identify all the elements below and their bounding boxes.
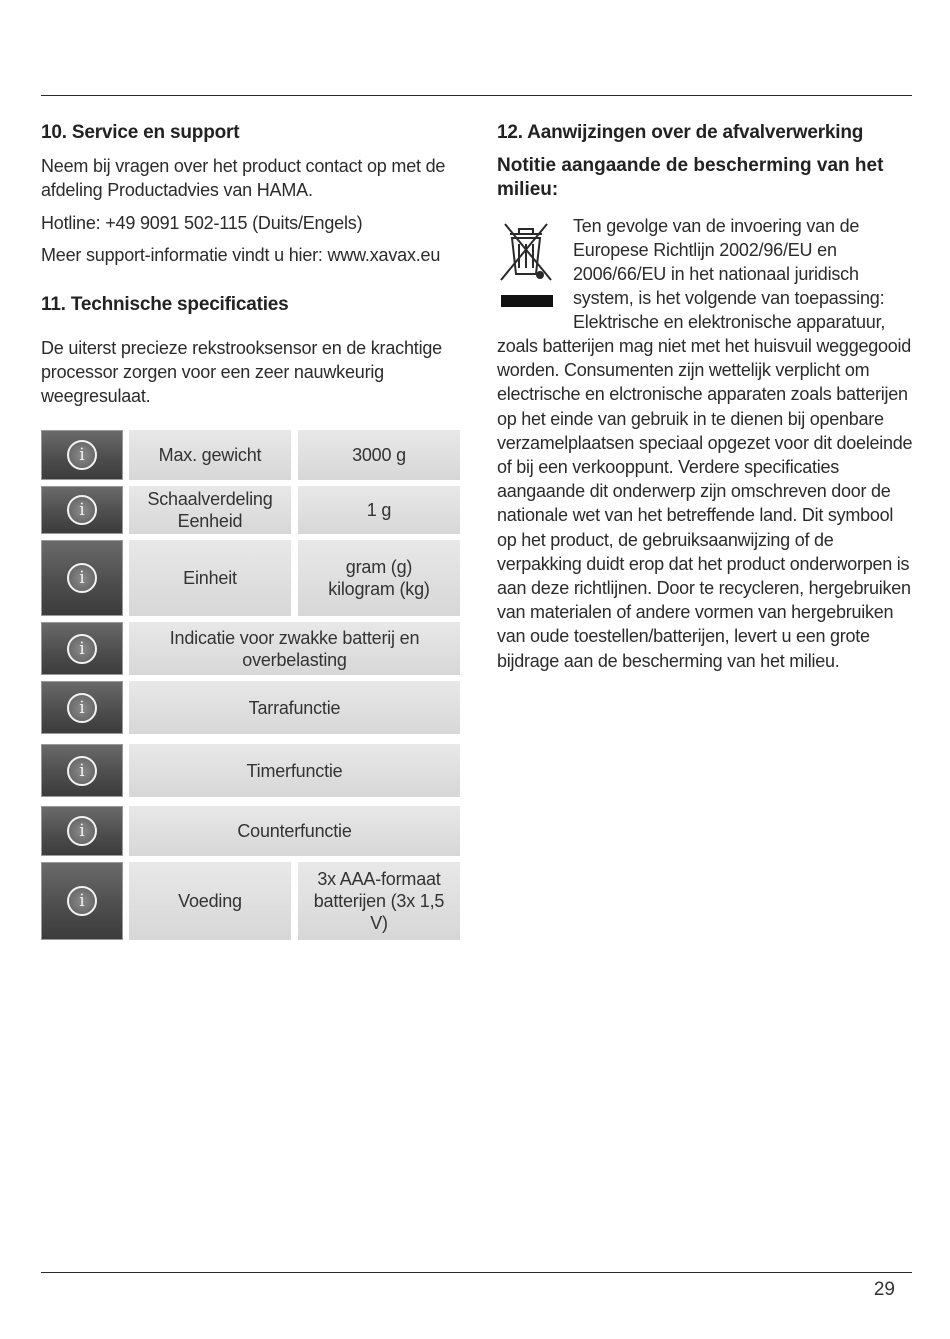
info-icon: i <box>67 816 97 846</box>
spec-value: 1 g <box>298 486 460 534</box>
spec-label: Einheit <box>129 540 291 616</box>
section-10-title: 10. Service en support <box>41 122 240 143</box>
info-icon-box <box>41 744 123 797</box>
info-icon-box <box>41 622 123 675</box>
page-number: 29 <box>873 1279 895 1300</box>
section-12-subtitle: Notitie aangaande de bescherming van het milieu: <box>497 155 884 200</box>
spec-label: Counterfunctie <box>129 806 460 856</box>
spec-label: Voeding <box>129 862 291 940</box>
spec-label: Indicatie voor zwakke batterij en overbelasting <box>129 622 460 675</box>
spec-value: gram (g) kilogram (kg) <box>298 540 460 616</box>
info-icon-box <box>41 540 123 616</box>
info-icon: i <box>67 563 97 593</box>
info-icon: i <box>67 756 97 786</box>
spec-value: 3000 g <box>298 430 460 480</box>
section-11-intro: De uiterst precieze rekstrooksensor en de krachtige processor zorgen voor een zeer nauwkeurig weegresulaat. <box>41 338 442 406</box>
info-icon: i <box>67 693 97 723</box>
info-icon-box <box>41 806 123 856</box>
disposal-text-beside-icon: Ten gevolge van de invoering van de Europese Richtlijn 2002/96/EU en 2006/66/EU in het nationaal juridisch system, is het volgende van toepassing: Elektrische en elektronische apparatuur, <box>573 216 886 332</box>
support-link-text: Meer support-informatie vindt u hier: www.xavax.eu <box>41 245 441 265</box>
section-10-paragraph: Neem bij vragen over het product contact op met de afdeling Productadvies van HAMA. <box>41 156 446 200</box>
spec-label: Tarrafunctie <box>129 681 460 734</box>
spec-label: Schaalverdeling Eenheid <box>129 486 291 534</box>
footer-rule <box>41 1272 912 1273</box>
header-rule <box>41 95 912 96</box>
info-icon-box <box>41 430 123 480</box>
info-icon-box <box>41 862 123 940</box>
info-icon-box <box>41 486 123 534</box>
section-11-title: 11. Technische specificaties <box>41 294 289 315</box>
info-icon-box <box>41 681 123 734</box>
spec-label: Timerfunctie <box>129 744 460 797</box>
info-icon: i <box>67 495 97 525</box>
spec-value: 3x AAA-formaat batterijen (3x 1,5 V) <box>298 862 460 940</box>
spec-table <box>41 430 460 942</box>
disposal-text: zoals batterijen mag niet met het huisvuil weggegooid worden. Consumenten zijn wettelijk verplicht om electrische en elctronische apparaten zoals batterijen op het einde van gebruik in te dienen bij openbare verzamelplaatsen speciaal opgezet voor dit doeleinde of bij een verkooppunt. Verdere specificaties aangaande dit onderwerp zijn omschreven door de nationale wet van het betreffende land. Dit symbool op het product, de gebruiksaanwijzing of de verpakking duidt erop dat het product onderworpen is aan deze richtlijnen. Door te recycleren, hergebruiken van materialen of andere vormen van hergebruiken van oude toestellen/batterijen, levert u een grote bijdrage aan de bescherming van het milieu. <box>497 336 913 671</box>
right-column <box>497 120 913 202</box>
info-icon: i <box>67 634 97 664</box>
section-12-title: 12. Aanwijzingen over de afvalverwerking <box>497 122 864 143</box>
info-icon: i <box>67 886 97 916</box>
hotline-text: Hotline: +49 9091 502-115 (Duits/Engels) <box>41 213 363 233</box>
crossed-out-wheelie-bin-icon <box>497 214 555 314</box>
spec-label: Max. gewicht <box>129 430 291 480</box>
left-column <box>41 120 466 408</box>
info-icon: i <box>67 440 97 470</box>
